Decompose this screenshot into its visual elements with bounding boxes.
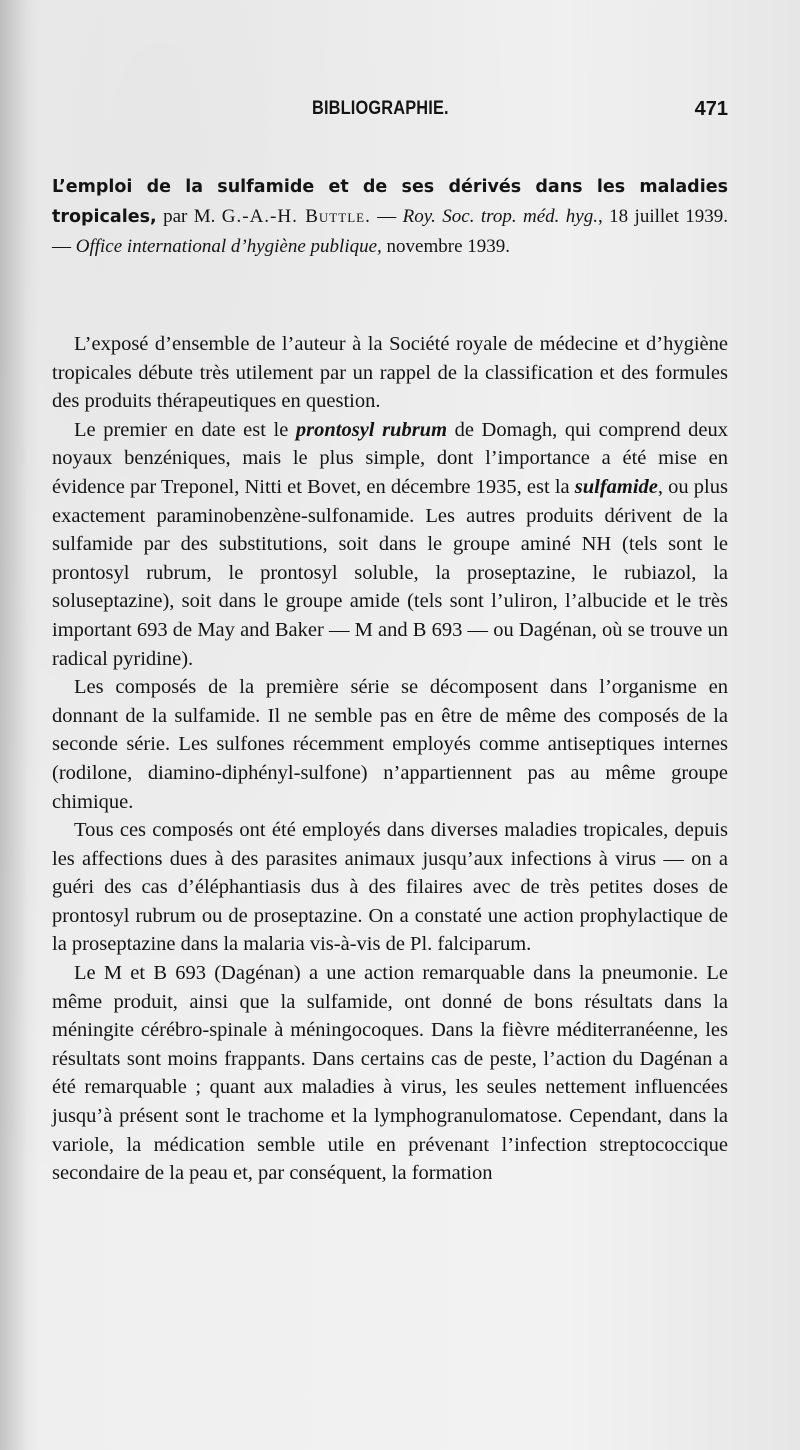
citation-by: par M. <box>156 206 222 227</box>
running-title: BIBLIOGRAPHIE. <box>312 98 449 119</box>
binding-shadow <box>0 0 28 1450</box>
paragraph-2-part-a: Le premier en date est le <box>74 418 296 441</box>
citation-date-2: novembre 1939. <box>381 236 511 257</box>
paragraph-2 <box>52 416 728 673</box>
bibliographic-citation <box>52 172 728 261</box>
page-number: 471 <box>694 98 728 120</box>
citation-dash: — <box>370 206 403 227</box>
article-body <box>52 330 728 1188</box>
page-header <box>312 98 728 128</box>
paragraph-2-part-c: , ou plus exactement paraminobenzène-sulfonamide. Les autres produits dérivent de la sulfamide par des substitutions, soit dans le groupe aminé NH (tels sont le prontosyl rubrum, le prontosyl soluble, la proseptazine, le rubiazol, la soluseptazine), soit dans le groupe amide (tels sont l’uliron, l’albucide et le très important 693 de May and Baker — M and B 693 — ou Dagénan, où se trouve un radical pyridine). <box>52 475 728 670</box>
sulfamide-term: sulfamide <box>574 475 658 498</box>
prontosyl-term: prontosyl rubrum <box>295 418 448 441</box>
citation-date-1: , 18 juillet 1939. — <box>52 206 729 257</box>
paragraph-1: L’exposé d’ensemble de l’auteur à la Société royale de médecine et d’hygiène tropicales débute très utilement par un rappel de la classification et des formules des produits thérapeutiques en question. <box>52 333 728 413</box>
article-title: L’emploi de la sulfamide et de ses dérivés dans les maladies tropicales, <box>52 177 728 227</box>
paragraph-5: Le M et B 693 (Dagénan) a une action remarquable dans la pneumonie. Le même produit, ainsi que la sulfamide, ont donné de bons résultats dans la méningite cérébro-spinale à méningocoques. Dans la fièvre méditerranéenne, les résultats sont moins frappants. Dans certains cas de peste, l’action du Dagénan a été remarquable ; quant aux maladies à virus, les seules nettement influencées jusqu’à présent sont le trachome et la lymphogranulomatose. Cependant, dans la variole, la médication semble utile en prévenant l’infection streptococcique secondaire de la peau et, par conséquent, la formation <box>52 962 728 1185</box>
citation-author: G.-A.-H. Buttle. <box>221 206 371 227</box>
paragraph-2-part-b: de Domagh, qui comprend deux noyaux benzéniques, mais le plus simple, dont l’importance a été mise en évidence par Treponel, Nitti et Bovet, en décembre 1935, est la <box>52 418 728 498</box>
citation-source-1: Roy. Soc. trop. méd. hyg. <box>402 206 598 227</box>
paragraph-3: Les composés de la première série se décomposent dans l’organisme en donnant de la sulfamide. Il ne semble pas en être de même des composés de la seconde série. Les sulfones récemment employés comme antiseptiques internes (rodilone, diamino-diphényl-sulfone) n’appartiennent pas au même groupe chimique. <box>52 676 728 813</box>
paragraph-4: Tous ces composés ont été employés dans diverses maladies tropicales, depuis les affections dues à des parasites animaux jusqu’aux infections à virus — on a guéri des cas d’éléphantiasis dus à des filaires avec de très petites doses de prontosyl rubrum ou de proseptazine. On a constaté une action prophylactique de la proseptazine dans la malaria vis-à-vis de Pl. falciparum. <box>52 819 728 956</box>
citation-source-2: Office international d’hygiène publique, <box>75 236 382 257</box>
